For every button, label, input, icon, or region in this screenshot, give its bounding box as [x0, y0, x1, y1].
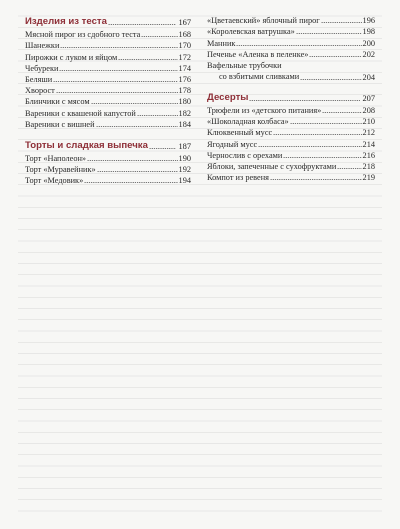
leader-dots [108, 24, 176, 25]
entry-label: Трюфели из «детского питания» [207, 105, 322, 115]
toc-entry [25, 96, 191, 107]
toc-entry [207, 26, 375, 37]
section-page-number: 187 [178, 141, 191, 151]
section-heading-desserts [207, 91, 375, 104]
section-spacer [25, 130, 191, 139]
entry-label: Чернослив с орехами [207, 150, 283, 160]
entry-label: Беляши [25, 74, 53, 84]
leader-dots [258, 146, 361, 147]
leader-dots [56, 92, 178, 93]
entry-page-number: 194 [178, 176, 191, 186]
entry-label: Ягодный мусс [207, 139, 258, 149]
entry-label: Вареники с квашеной капустой [25, 108, 136, 118]
leader-dots [249, 100, 360, 101]
leader-dots [273, 134, 361, 135]
entry-label: Шанежки [25, 41, 60, 51]
entry-label: Печенье «Аленка в пеленке» [207, 49, 309, 59]
entry-page-number: 192 [178, 165, 191, 175]
entry-label: Вареники с вишней [25, 119, 95, 129]
leader-dots [236, 45, 361, 46]
entry-label: Торт «Медовик» [25, 176, 84, 186]
leader-dots [60, 47, 177, 48]
entry-page-number: 202 [362, 49, 375, 59]
entry-page-number: 168 [178, 30, 191, 40]
section-heading-cakes [25, 139, 191, 152]
entry-label: Пирожки с луком и яйцом [25, 52, 118, 62]
entry-label: Яблоки, запеченные с сухофруктами [207, 161, 337, 171]
toc-entry [207, 172, 375, 183]
entry-label: Блинчики с мясом [25, 97, 90, 107]
section-page-number: 167 [178, 18, 191, 27]
entry-page-number: 218 [362, 161, 375, 171]
leader-dots [270, 179, 362, 180]
entry-label: Клюквенный мусс [207, 128, 273, 138]
entry-label: Мясной пирог из сдобного теста [25, 30, 141, 40]
entry-label: Торт «Наполеон» [25, 153, 87, 163]
entry-label: Компот из ревеня [207, 173, 269, 183]
toc-entry [207, 49, 375, 60]
leader-dots [296, 33, 362, 34]
entry-page-number: 180 [178, 97, 191, 107]
entry-page-number: 170 [178, 41, 191, 51]
leader-dots [290, 123, 362, 124]
entry-label: Торт «Муравейник» [25, 165, 96, 175]
leader-dots [141, 36, 177, 37]
toc-entry [25, 29, 191, 40]
toc-entry-two-line [207, 60, 375, 83]
toc-entry [25, 164, 191, 175]
leader-dots [53, 81, 177, 82]
entry-page-number: 182 [178, 108, 191, 118]
entry-page-number: 190 [178, 153, 191, 163]
contents-left-column [25, 15, 191, 186]
leader-dots [91, 103, 178, 104]
entry-page-number: 219 [362, 173, 375, 183]
entry-page-number: 210 [362, 117, 375, 127]
contents-right-column [207, 15, 375, 183]
toc-entry [207, 150, 375, 161]
entry-page-number: 212 [362, 128, 375, 138]
section-title: Изделия из теста [25, 16, 107, 27]
leader-dots [87, 160, 177, 161]
leader-dots [309, 56, 361, 57]
leader-dots [97, 171, 178, 172]
leader-dots [283, 157, 361, 158]
leader-dots [59, 70, 177, 71]
leader-dots [84, 182, 177, 183]
entry-label [207, 60, 299, 83]
toc-entry [25, 175, 191, 186]
entry-page-number: 178 [178, 86, 191, 96]
entry-page-number: 196 [362, 16, 375, 26]
toc-entry [207, 138, 375, 149]
entry-page-number: 214 [362, 139, 375, 149]
leader-dots [337, 168, 361, 169]
entry-page-number: 198 [362, 27, 375, 37]
entry-label-line-1: Вафельные трубочки [207, 60, 282, 70]
toc-entry [25, 40, 191, 51]
toc-entry [25, 51, 191, 62]
entry-page-number: 174 [178, 63, 191, 73]
entry-page-number: 172 [178, 52, 191, 62]
toc-entry [25, 74, 191, 85]
entry-page-number: 176 [178, 74, 191, 84]
entry-label-line-2: со взбитыми сливками [219, 71, 300, 81]
leader-dots [96, 126, 178, 127]
entry-page-number: 204 [362, 72, 375, 82]
entry-label: «Цветаевский» яблочный пирог [207, 16, 320, 26]
entry-page-number: 216 [362, 150, 375, 160]
leader-dots [118, 59, 177, 60]
toc-entry [25, 153, 191, 164]
leader-dots [149, 148, 177, 149]
entry-page-number: 200 [362, 38, 375, 48]
section-page-number: 207 [362, 93, 375, 103]
entry-label: Манник [207, 38, 236, 48]
leader-dots [321, 22, 362, 23]
section-spacer [207, 83, 375, 91]
entry-page-number: 184 [178, 119, 191, 129]
section-title: Десерты [207, 91, 249, 103]
section-heading-dough [25, 15, 191, 28]
toc-entry [207, 15, 375, 26]
entry-label: Хворост [25, 86, 55, 96]
toc-entry [25, 119, 191, 130]
toc-entry [207, 116, 375, 127]
leader-dots [300, 79, 361, 80]
toc-entry [25, 63, 191, 74]
toc-entry [207, 105, 375, 116]
entry-page-number: 208 [362, 105, 375, 115]
toc-entry [207, 127, 375, 138]
leader-dots [322, 112, 361, 113]
toc-entry [207, 37, 375, 48]
toc-entry [25, 107, 191, 118]
entry-label: «Королевская ватрушка» [207, 27, 295, 37]
section-title: Торты и сладкая выпечка [25, 139, 148, 151]
entry-label: «Шоколадная колбаса» [207, 117, 289, 127]
entry-label: Чебуреки [25, 63, 59, 73]
leader-dots [137, 115, 178, 116]
toc-entry [207, 161, 375, 172]
toc-entry [25, 85, 191, 96]
